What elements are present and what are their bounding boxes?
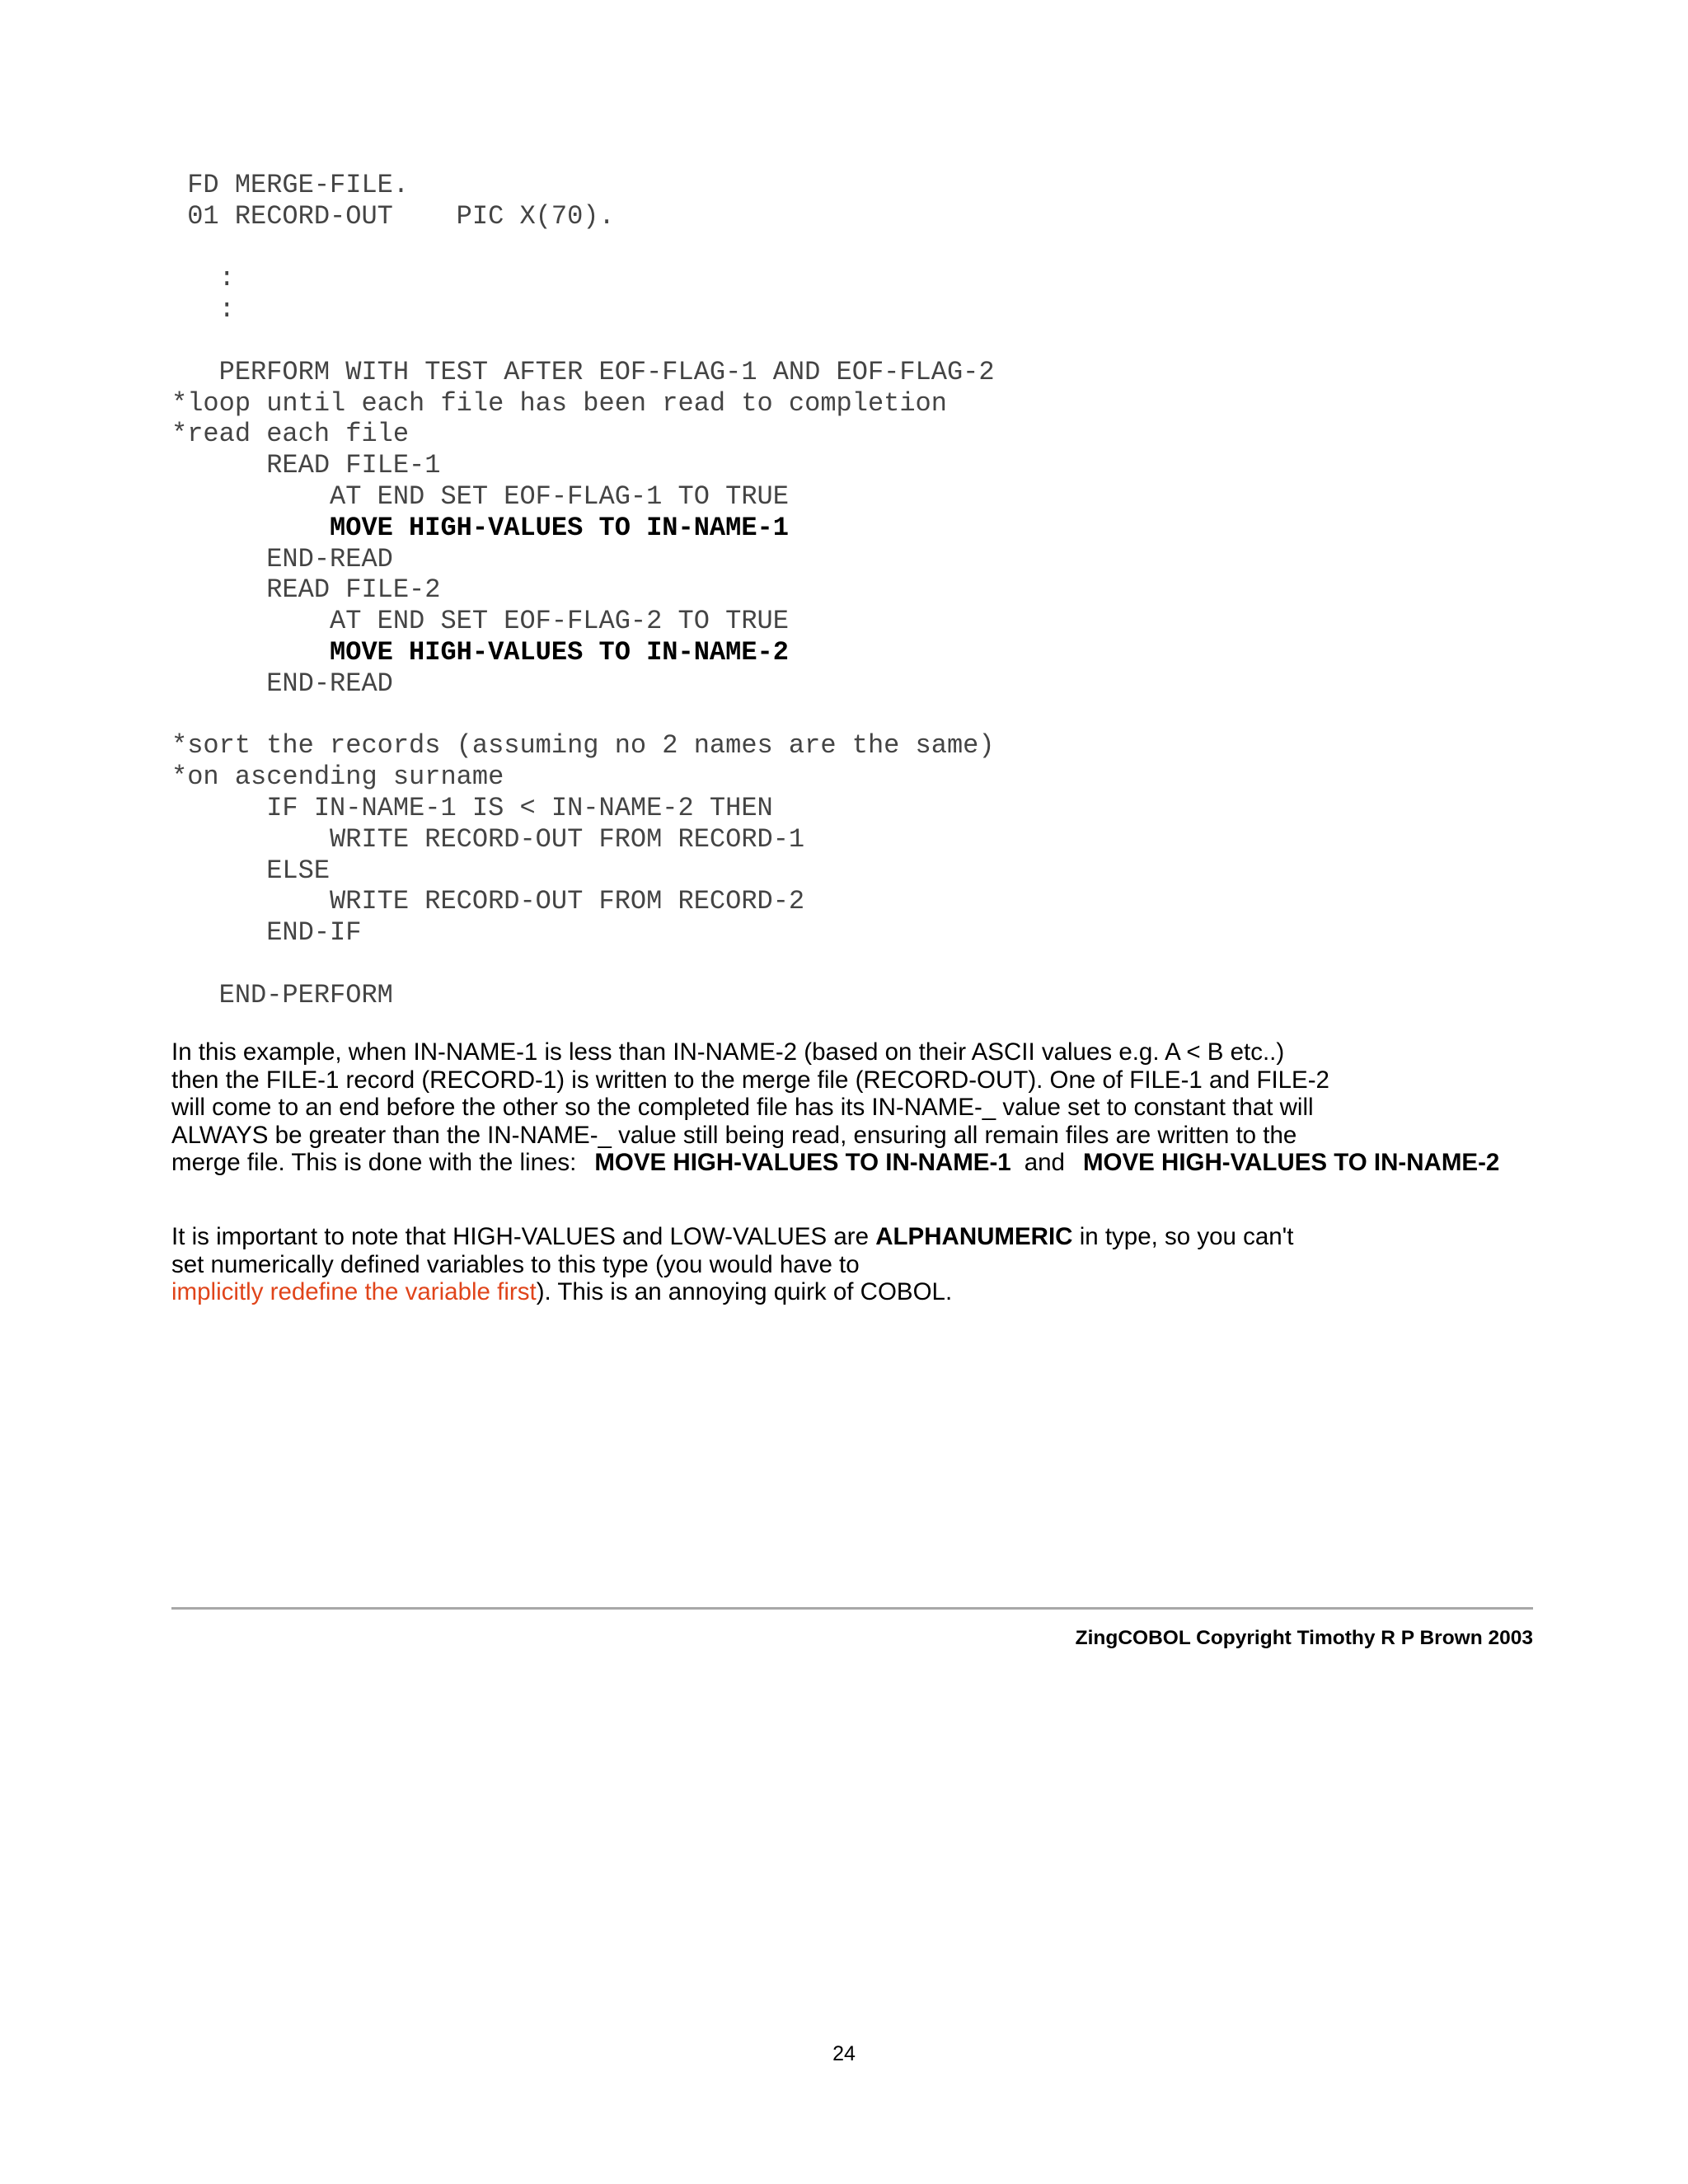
paragraph-line: ALWAYS be greater than the IN-NAME-_ value still being read, ensuring all remain files are written to the: [171, 1121, 1297, 1149]
code-line: [171, 949, 995, 980]
code-line: PERFORM WITH TEST AFTER EOF-FLAG-1 AND EOF-FLAG-2: [171, 356, 995, 387]
footer-divider: [171, 1607, 1533, 1610]
code-line: AT END SET EOF-FLAG-2 TO TRUE: [171, 606, 789, 637]
code-comment-line: *sort the records (assuming no 2 names are the same): [171, 730, 995, 762]
redefine-variable-link[interactable]: implicitly redefine the variable first: [171, 1278, 537, 1306]
alphanumeric-emphasis: ALPHANUMERIC: [875, 1223, 1073, 1250]
code-line: READ FILE-2: [171, 574, 441, 606]
paragraph-line: [171, 1149, 1499, 1177]
paragraph-line: [171, 1278, 1294, 1306]
paragraph-line: [171, 1223, 1294, 1251]
code-line: 01 RECORD-OUT PIC X(70).: [171, 200, 615, 232]
code-line: [171, 232, 995, 264]
code-line: WRITE RECORD-OUT FROM RECORD-1: [171, 823, 805, 855]
inline-code-move-2: MOVE HIGH-VALUES TO IN-NAME-2: [1082, 1149, 1500, 1177]
code-line: END-IF: [171, 917, 362, 949]
paragraph-line: set numerically defined variables to this type (you would have to: [171, 1250, 860, 1278]
paragraph-text: and: [1024, 1149, 1065, 1177]
code-line: :: [171, 263, 235, 294]
code-line: WRITE RECORD-OUT FROM RECORD-2: [171, 886, 805, 917]
paragraph-text: ). This is an annoying quirk of COBOL.: [536, 1278, 953, 1306]
code-line: [171, 700, 995, 731]
paragraph-line: will come to an end before the other so the completed file has its IN-NAME-_ value set to constant that will: [171, 1094, 1314, 1122]
code-line: :: [171, 294, 235, 326]
explanation-paragraph: [171, 1038, 1499, 1177]
code-comment-line: *loop until each file has been read to completion: [171, 387, 947, 419]
page-number: 24: [832, 2042, 856, 2065]
code-line: IF IN-NAME-1 IS < IN-NAME-2 THEN: [171, 792, 773, 823]
code-line: FD MERGE-FILE.: [171, 170, 410, 200]
code-highlight-line: MOVE HIGH-VALUES TO IN-NAME-2: [171, 636, 789, 668]
code-line: READ FILE-1: [171, 450, 441, 481]
paragraph-line: In this example, when IN-NAME-1 is less than IN-NAME-2 (based on their ASCII values e.g. A < B etc..): [171, 1038, 1285, 1066]
code-line: ELSE: [171, 855, 331, 886]
code-listing: [171, 170, 995, 1011]
code-highlight-line: MOVE HIGH-VALUES TO IN-NAME-1: [171, 512, 789, 543]
code-comment-line: *on ascending surname: [171, 762, 504, 793]
paragraph-text: merge file. This is done with the lines:: [171, 1149, 577, 1177]
code-line: END-PERFORM: [171, 979, 393, 1010]
code-comment-line: *read each file: [171, 419, 410, 450]
footer-copyright: ZingCOBOL Copyright Timothy R P Brown 2003: [1075, 1627, 1533, 1649]
paragraph-line: then the FILE-1 record (RECORD-1) is written to the merge file (RECORD-OUT). One of FILE-1 and FILE-2: [171, 1066, 1329, 1094]
code-line: END-READ: [171, 668, 393, 699]
code-line: AT END SET EOF-FLAG-1 TO TRUE: [171, 480, 789, 512]
paragraph-text: in type, so you can't: [1072, 1223, 1294, 1250]
code-line: END-READ: [171, 543, 393, 574]
code-line: [171, 326, 995, 357]
inline-code-move-1: MOVE HIGH-VALUES TO IN-NAME-1: [594, 1149, 1011, 1177]
paragraph-text: It is important to note that HIGH-VALUES and LOW-VALUES are: [171, 1223, 876, 1250]
note-paragraph: [171, 1223, 1294, 1306]
